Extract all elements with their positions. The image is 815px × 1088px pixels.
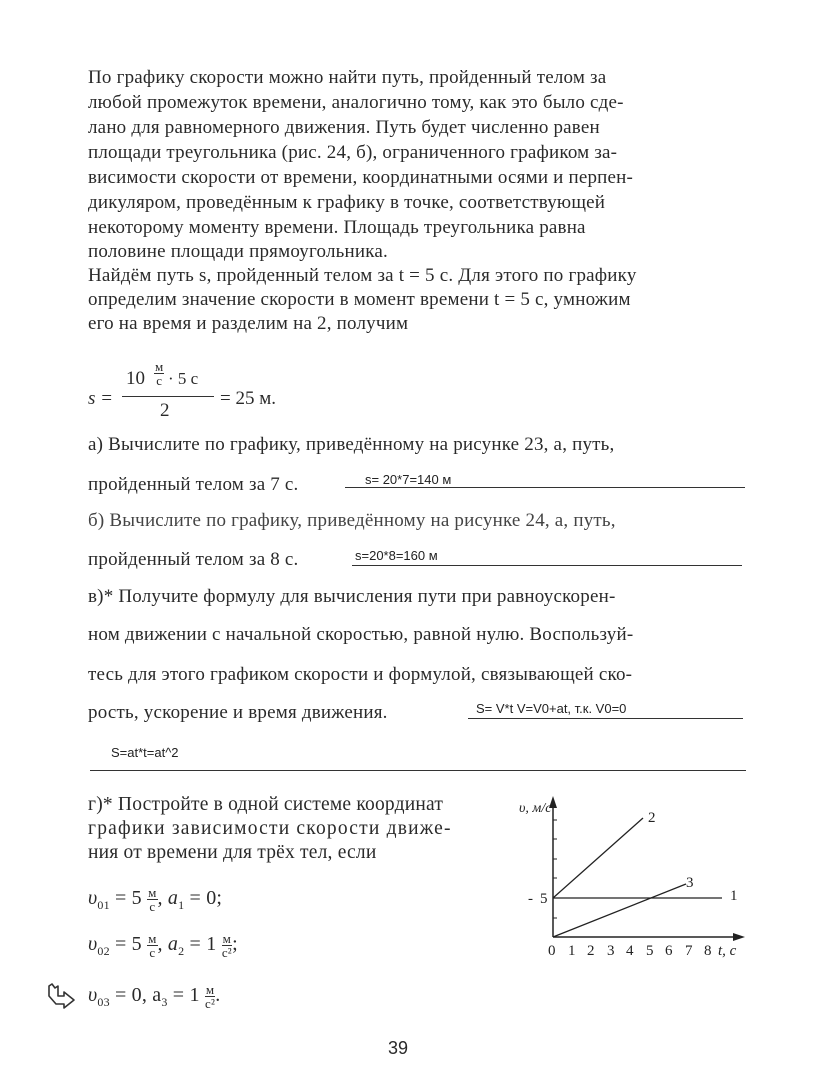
fraction-numerator bbox=[122, 358, 214, 397]
velocity-time-chart bbox=[505, 790, 765, 965]
x-axis-arrow-icon bbox=[733, 933, 745, 941]
task-b-text: пройденный телом за 8 с. bbox=[88, 549, 299, 570]
velocity-symbol: υ bbox=[88, 887, 98, 910]
task-d-text: ния от времени для трёх тел, если bbox=[88, 842, 377, 863]
text-line: определим значение скорости в момент времени t = 5 с, умножим bbox=[88, 289, 631, 310]
answer-c1[interactable]: S= V*t V=V0+at, т.к. V0=0 bbox=[476, 701, 627, 716]
accel-unit-fraction bbox=[222, 932, 232, 959]
answer-a[interactable]: s= 20*7=140 м bbox=[365, 472, 452, 487]
x-tick: 5 bbox=[646, 943, 654, 959]
task-d-text: графики зависимости скорости движе- bbox=[88, 818, 452, 839]
series-2-line bbox=[553, 818, 643, 898]
unit-num: м bbox=[155, 359, 164, 374]
x-tick: 6 bbox=[665, 943, 673, 959]
x-tick: 1 bbox=[568, 943, 576, 959]
formula-lhs: s = bbox=[88, 388, 113, 409]
task-b-text: б) Вычислите по графику, приведённому на рисунке 24, а, путь, bbox=[88, 510, 616, 531]
unit-den: с² bbox=[221, 945, 232, 960]
y-tick-5: 5 bbox=[540, 891, 548, 907]
velocity-symbol: υ bbox=[88, 933, 98, 956]
velocity-symbol: υ bbox=[88, 984, 98, 1007]
accel-symbol: , a bbox=[157, 933, 179, 956]
accel-subscript: 3 bbox=[161, 995, 168, 1010]
accel-unit-fraction bbox=[205, 983, 215, 1010]
task-d-text: г)* Постройте в одной системе координат bbox=[88, 794, 444, 815]
unit-den: с bbox=[149, 945, 156, 960]
unit-den: с bbox=[149, 899, 156, 914]
velocity-value: = 5 bbox=[115, 887, 142, 910]
punctuation: . bbox=[215, 984, 221, 1007]
x-tick: 8 bbox=[704, 943, 712, 959]
answer-field-b[interactable] bbox=[352, 565, 742, 566]
series-3-label: 3 bbox=[686, 875, 694, 891]
condition-1 bbox=[88, 886, 222, 913]
series-1-label: 1 bbox=[730, 888, 738, 904]
unit-num: м bbox=[148, 885, 157, 900]
accel-symbol: , a bbox=[157, 887, 179, 910]
answer-field-a[interactable] bbox=[345, 487, 745, 488]
x-tick: 3 bbox=[607, 943, 615, 959]
text-line: половине площади прямоугольника. bbox=[88, 241, 388, 262]
y-tick-label: - bbox=[528, 891, 533, 907]
numerator-rest: · 5 с bbox=[168, 369, 199, 388]
unit-den: с² bbox=[205, 996, 216, 1011]
task-c-text: в)* Получите формулу для вычисления пути при равноускорен- bbox=[88, 586, 616, 607]
accel-subscript: 1 bbox=[178, 898, 185, 913]
condition-3 bbox=[88, 983, 221, 1010]
pointing-hand-icon bbox=[46, 982, 76, 1014]
unit-den: с bbox=[156, 373, 162, 388]
text-line: площади треугольника (рис. 24, б), ограниченного графиком за- bbox=[88, 142, 618, 163]
answer-c2[interactable]: S=at*t=at^2 bbox=[111, 745, 179, 760]
condition-2 bbox=[88, 932, 238, 959]
unit-fraction bbox=[147, 932, 157, 959]
text-line: По графику скорости можно найти путь, пройденный телом за bbox=[88, 67, 607, 88]
x-tick: 7 bbox=[685, 943, 693, 959]
unit-num: м bbox=[205, 982, 215, 997]
page-number: 39 bbox=[388, 1038, 409, 1058]
text-line: висимости скорости от времени, координатными осями и перпен- bbox=[88, 167, 634, 188]
accel-value: = 1 bbox=[172, 984, 200, 1007]
text-line: его на время и разделим на 2, получим bbox=[88, 313, 409, 334]
text-line: некоторому моменту времени. Площадь треугольника равна bbox=[88, 217, 586, 238]
x-axis-label: t, с bbox=[718, 943, 737, 959]
answer-b[interactable]: s=20*8=160 м bbox=[355, 548, 438, 563]
task-c-text: ном движении с начальной скоростью, равной нулю. Воспользуй- bbox=[88, 624, 634, 645]
unit-fraction bbox=[147, 886, 157, 913]
velocity-subscript: 02 bbox=[97, 944, 110, 959]
fraction-denominator: 2 bbox=[160, 400, 170, 421]
unit-num: м bbox=[222, 931, 232, 946]
x-tick: 0 bbox=[548, 943, 556, 959]
y-axis-label: υ, м/с bbox=[519, 801, 552, 816]
velocity-accel-text: = 0, a bbox=[115, 984, 162, 1007]
x-tick-labels bbox=[548, 943, 737, 959]
task-a-text: а) Вычислите по графику, приведённому на рисунке 23, а, путь, bbox=[88, 434, 615, 455]
series-3-line bbox=[553, 884, 686, 937]
text-line: лано для равномерного движения. Путь будет численно равен bbox=[88, 117, 600, 138]
task-c-text: рость, ускорение и время движения. bbox=[88, 702, 388, 723]
accel-value: = 0; bbox=[189, 887, 223, 910]
punctuation: ; bbox=[232, 933, 238, 956]
answer-field-c1[interactable] bbox=[468, 718, 743, 719]
series-2-label: 2 bbox=[648, 810, 656, 826]
unit-num: м bbox=[148, 931, 157, 946]
numerator-value: 10 bbox=[126, 368, 145, 389]
task-a-text: пройденный телом за 7 с. bbox=[88, 474, 299, 495]
formula-result: = 25 м. bbox=[220, 388, 276, 409]
x-tick: 4 bbox=[626, 943, 634, 959]
velocity-subscript: 03 bbox=[97, 995, 110, 1010]
velocity-subscript: 01 bbox=[97, 898, 110, 913]
text-line: любой промежуток времени, аналогично тому, как это было сде- bbox=[88, 92, 624, 113]
accel-value: = 1 bbox=[189, 933, 217, 956]
unit-fraction bbox=[154, 360, 164, 387]
accel-subscript: 2 bbox=[178, 944, 185, 959]
task-c-text: тесь для этого графиком скорости и формулой, связывающей ско- bbox=[88, 664, 633, 685]
x-tick: 2 bbox=[587, 943, 595, 959]
text-line: дикуляром, проведённым к графику в точке, соответствующей bbox=[88, 192, 606, 213]
velocity-value: = 5 bbox=[115, 933, 142, 956]
answer-field-c2[interactable] bbox=[90, 770, 746, 771]
text-line: Найдём путь s, пройденный телом за t = 5 с. Для этого по графику bbox=[88, 265, 637, 286]
